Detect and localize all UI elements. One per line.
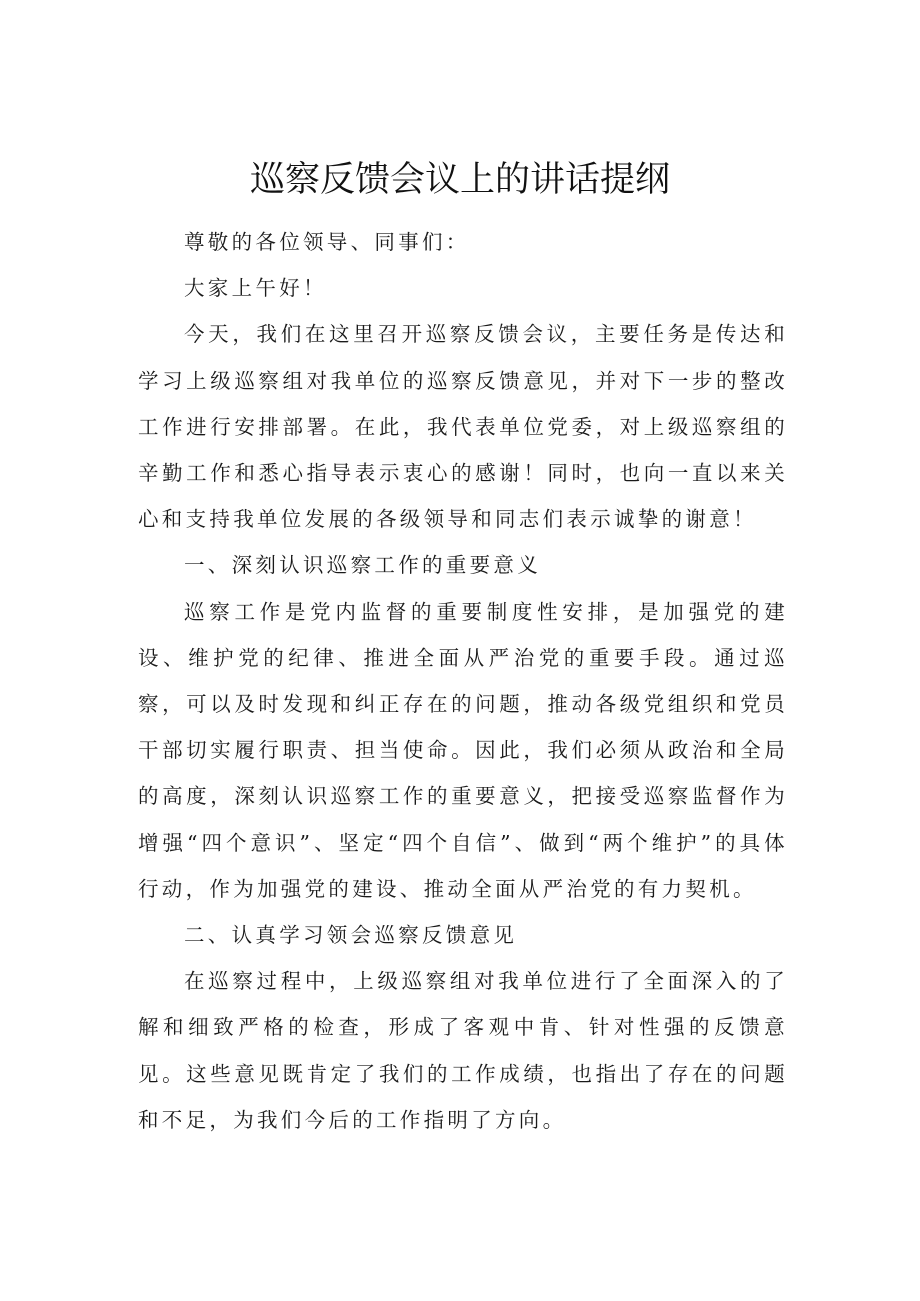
section-2-paragraph: 在巡察过程中，上级巡察组对我单位进行了全面深入的了解和细致严格的检查，形成了客观中肯、针对性强的反馈意见。这些意见既肯定了我们的工作成绩，也指出了存在的问题和不足，为我们今后的工作指明了方向。 xyxy=(138,969,788,1132)
section-heading-2: 二、认真学习领会巡察反馈意见 xyxy=(184,923,518,948)
greeting: 大家上午好！ xyxy=(184,276,327,301)
section-1-paragraph: 巡察工作是党内监督的重要制度性安排，是加强党的建设、维护党的纪律、推进全面从严治党的重要手段。通过巡察，可以及时发现和纠正存在的问题，推动各级党组织和党员干部切实履行职责、担当使命。因此，我们必须从政治和全局的高度，深刻认识巡察工作的重要意义，把接受巡察监督作为增强“四个意识”、坚定“四个自信”、做到“两个维护”的具体行动，作为加强党的建设、推动全面从严治党的有力契机。 xyxy=(138,599,788,901)
document-title: 巡察反馈会议上的讲话提纲 xyxy=(249,160,670,200)
salutation: 尊敬的各位领导、同事们： xyxy=(184,230,470,254)
section-heading-1: 一、深刻认识巡察工作的重要意义 xyxy=(184,553,541,578)
intro-paragraph: 今天，我们在这里召开巡察反馈会议，主要任务是传达和学习上级巡察组对我单位的巡察反馈意见，并对下一步的整改工作进行安排部署。在此，我代表单位党委，对上级巡察组的辛勤工作和悉心指导表示衷心的感谢！同时，也向一直以来关心和支持我单位发展的各级领导和同志们表示诚挚的谢意！ xyxy=(138,322,788,532)
document-body xyxy=(138,219,788,1143)
